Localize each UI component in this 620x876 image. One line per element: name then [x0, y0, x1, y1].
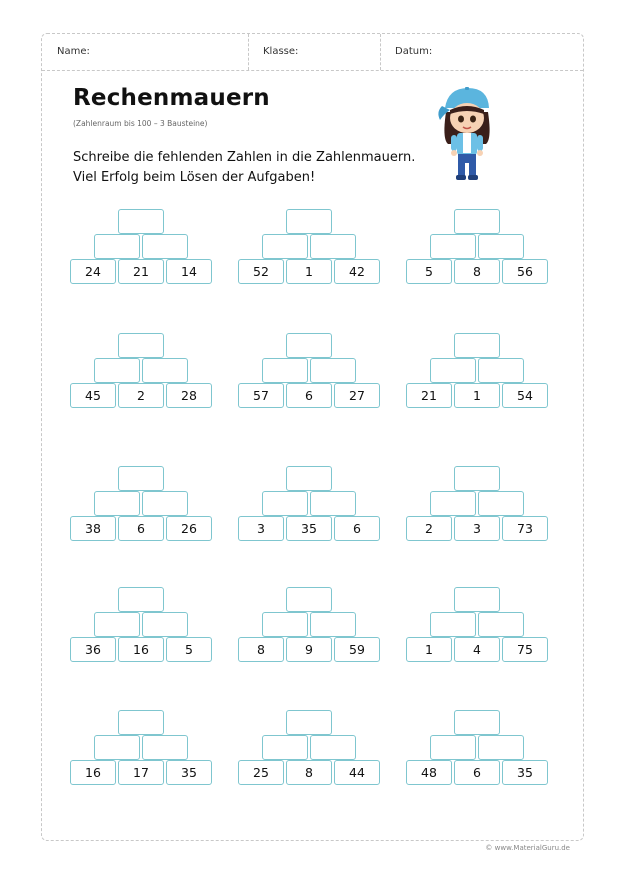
- wall-2-base-brick: 1: [286, 259, 332, 284]
- wall-4-base-brick: 45: [70, 383, 116, 408]
- wall-7-top-brick[interactable]: [118, 466, 164, 491]
- wall-3-middle-brick-right[interactable]: [478, 234, 524, 259]
- class-field[interactable]: [248, 34, 380, 70]
- girl-illustration: [432, 84, 502, 184]
- wall-15-base-brick: 48: [406, 760, 452, 785]
- wall-2-top-brick[interactable]: [286, 209, 332, 234]
- wall-15-base-brick: 6: [454, 760, 500, 785]
- wall-6-top-brick[interactable]: [454, 333, 500, 358]
- wall-12-middle-brick-left[interactable]: [430, 612, 476, 637]
- wall-10-top-brick[interactable]: [118, 587, 164, 612]
- wall-1-top-brick[interactable]: [118, 209, 164, 234]
- wall-8-base-brick: 3: [238, 516, 284, 541]
- wall-15-middle-brick-right[interactable]: [478, 735, 524, 760]
- name-label: Name:: [57, 46, 90, 57]
- name-field[interactable]: [42, 34, 248, 70]
- wall-14-base-brick: 44: [334, 760, 380, 785]
- wall-13-middle-brick-right[interactable]: [142, 735, 188, 760]
- wall-5-top-brick[interactable]: [286, 333, 332, 358]
- wall-6-middle-brick-left[interactable]: [430, 358, 476, 383]
- wall-14-base-brick: 25: [238, 760, 284, 785]
- wall-2-middle-brick-right[interactable]: [310, 234, 356, 259]
- wall-6-middle-brick-right[interactable]: [478, 358, 524, 383]
- wall-9-top-brick[interactable]: [454, 466, 500, 491]
- wall-13-base-brick: 17: [118, 760, 164, 785]
- wall-9-middle-brick-left[interactable]: [430, 491, 476, 516]
- wall-7-base-brick: 6: [118, 516, 164, 541]
- wall-8-top-brick[interactable]: [286, 466, 332, 491]
- copyright-footer: © www.MaterialGuru.de: [485, 844, 570, 852]
- wall-2-base-brick: 52: [238, 259, 284, 284]
- wall-8-base-brick: 35: [286, 516, 332, 541]
- wall-1-middle-brick-right[interactable]: [142, 234, 188, 259]
- wall-14-top-brick[interactable]: [286, 710, 332, 735]
- wall-15-middle-brick-left[interactable]: [430, 735, 476, 760]
- wall-9-base-brick: 73: [502, 516, 548, 541]
- wall-13-base-brick: 16: [70, 760, 116, 785]
- wall-12-middle-brick-right[interactable]: [478, 612, 524, 637]
- wall-10-middle-brick-right[interactable]: [142, 612, 188, 637]
- wall-3-middle-brick-left[interactable]: [430, 234, 476, 259]
- wall-14-base-brick: 8: [286, 760, 332, 785]
- date-label: Datum:: [395, 46, 433, 57]
- wall-8-base-brick: 6: [334, 516, 380, 541]
- wall-3-base-brick: 5: [406, 259, 452, 284]
- wall-4-top-brick[interactable]: [118, 333, 164, 358]
- wall-7-base-brick: 38: [70, 516, 116, 541]
- wall-1-base-brick: 21: [118, 259, 164, 284]
- wall-4-middle-brick-right[interactable]: [142, 358, 188, 383]
- wall-4-middle-brick-left[interactable]: [94, 358, 140, 383]
- wall-3-top-brick[interactable]: [454, 209, 500, 234]
- wall-14-middle-brick-right[interactable]: [310, 735, 356, 760]
- wall-8-middle-brick-left[interactable]: [262, 491, 308, 516]
- wall-13-base-brick: 35: [166, 760, 212, 785]
- wall-6-base-brick: 21: [406, 383, 452, 408]
- wall-5-middle-brick-left[interactable]: [262, 358, 308, 383]
- header-row: [42, 34, 583, 71]
- wall-8-middle-brick-right[interactable]: [310, 491, 356, 516]
- wall-7-base-brick: 26: [166, 516, 212, 541]
- wall-7-middle-brick-right[interactable]: [142, 491, 188, 516]
- wall-1-middle-brick-left[interactable]: [94, 234, 140, 259]
- wall-7-middle-brick-left[interactable]: [94, 491, 140, 516]
- wall-4-base-brick: 2: [118, 383, 164, 408]
- wall-11-base-brick: 8: [238, 637, 284, 662]
- wall-4-base-brick: 28: [166, 383, 212, 408]
- wall-1-base-brick: 14: [166, 259, 212, 284]
- wall-14-middle-brick-left[interactable]: [262, 735, 308, 760]
- wall-2-base-brick: 42: [334, 259, 380, 284]
- wall-9-base-brick: 3: [454, 516, 500, 541]
- wall-11-middle-brick-right[interactable]: [310, 612, 356, 637]
- wall-5-middle-brick-right[interactable]: [310, 358, 356, 383]
- wall-12-base-brick: 1: [406, 637, 452, 662]
- wall-10-middle-brick-left[interactable]: [94, 612, 140, 637]
- wall-6-base-brick: 1: [454, 383, 500, 408]
- instruction-line-2: Viel Erfolg beim Lösen der Aufgaben!: [73, 170, 316, 185]
- wall-10-base-brick: 5: [166, 637, 212, 662]
- wall-1-base-brick: 24: [70, 259, 116, 284]
- wall-15-top-brick[interactable]: [454, 710, 500, 735]
- wall-5-base-brick: 27: [334, 383, 380, 408]
- instruction-line-1: Schreibe die fehlenden Zahlen in die Zahlenmauern.: [73, 150, 416, 165]
- wall-11-top-brick[interactable]: [286, 587, 332, 612]
- wall-12-base-brick: 75: [502, 637, 548, 662]
- wall-12-top-brick[interactable]: [454, 587, 500, 612]
- wall-10-base-brick: 36: [70, 637, 116, 662]
- wall-12-base-brick: 4: [454, 637, 500, 662]
- wall-13-middle-brick-left[interactable]: [94, 735, 140, 760]
- class-label: Klasse:: [263, 46, 299, 57]
- wall-2-middle-brick-left[interactable]: [262, 234, 308, 259]
- page-title: Rechenmauern: [73, 85, 270, 111]
- wall-9-base-brick: 2: [406, 516, 452, 541]
- wall-3-base-brick: 8: [454, 259, 500, 284]
- wall-11-base-brick: 59: [334, 637, 380, 662]
- wall-3-base-brick: 56: [502, 259, 548, 284]
- page-subtitle: (Zahlenraum bis 100 – 3 Bausteine): [73, 119, 208, 128]
- wall-6-base-brick: 54: [502, 383, 548, 408]
- date-field[interactable]: [380, 34, 585, 70]
- wall-5-base-brick: 57: [238, 383, 284, 408]
- wall-11-base-brick: 9: [286, 637, 332, 662]
- wall-5-base-brick: 6: [286, 383, 332, 408]
- wall-10-base-brick: 16: [118, 637, 164, 662]
- wall-11-middle-brick-left[interactable]: [262, 612, 308, 637]
- wall-9-middle-brick-right[interactable]: [478, 491, 524, 516]
- wall-13-top-brick[interactable]: [118, 710, 164, 735]
- wall-15-base-brick: 35: [502, 760, 548, 785]
